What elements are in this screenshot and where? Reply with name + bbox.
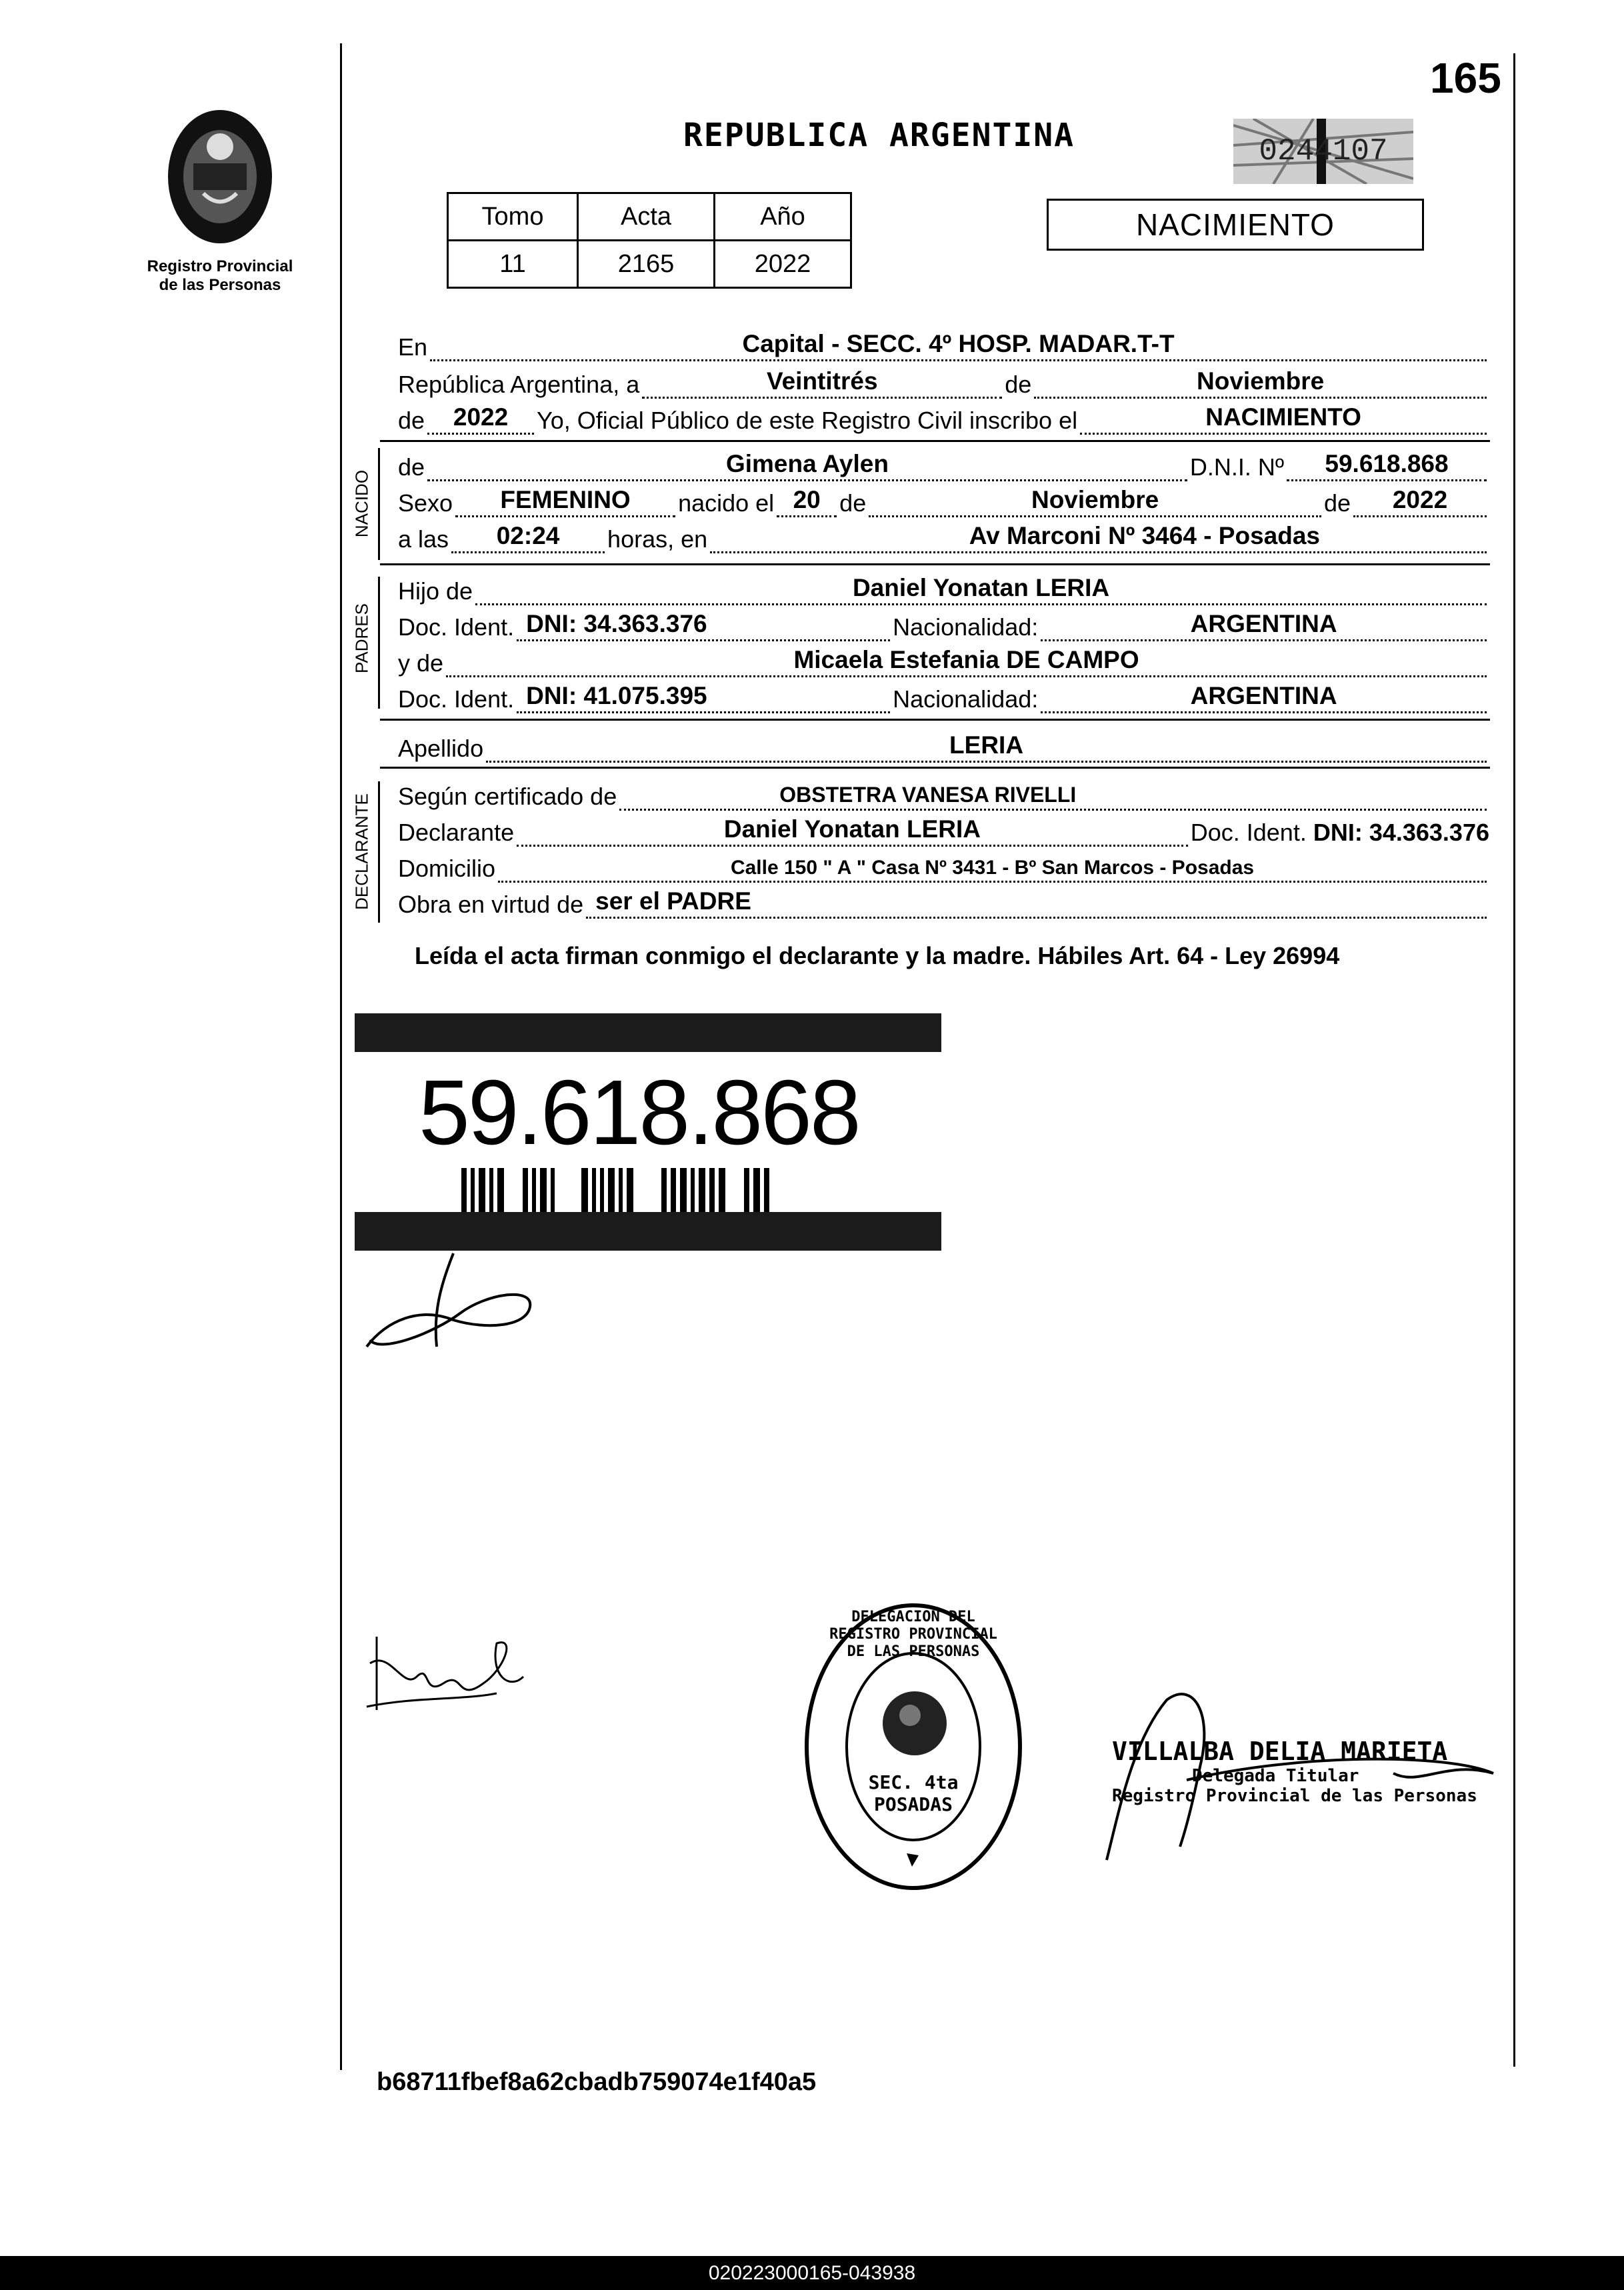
divider-4 — [380, 767, 1490, 769]
label-en: En — [398, 333, 428, 361]
header-tomo: Tomo — [448, 193, 578, 241]
row-padre — [398, 575, 1489, 605]
reference-table — [447, 192, 852, 289]
official-name: VILLALBA DELIA MARIETA — [1112, 1737, 1448, 1766]
registry-logo — [133, 100, 307, 300]
right-margin-line — [1513, 53, 1515, 2067]
value-tomo: 11 — [448, 241, 578, 288]
value-lugar-nac: Av Marconi Nº 3464 - Posadas — [969, 522, 1320, 549]
label-de-mes: de — [839, 489, 867, 517]
mother-signature — [363, 1623, 530, 1723]
value-hora: 02:24 — [496, 522, 560, 549]
label-apellido: Apellido — [398, 735, 484, 762]
page-number: 165 — [1430, 54, 1501, 102]
label-nacionalidad-madre: Nacionalidad: — [893, 685, 1039, 713]
label-de: de — [1005, 371, 1032, 398]
label-y-de: y de — [398, 649, 444, 677]
security-serial — [1233, 119, 1413, 184]
value-mes-nac: Noviembre — [1031, 486, 1159, 513]
label-domicilio: Domicilio — [398, 855, 496, 882]
value-anio: 2022 — [715, 241, 851, 288]
country-title: REPUBLICA ARGENTINA — [683, 117, 1075, 154]
value-madre-doc: DNI: 41.075.395 — [526, 682, 707, 709]
label-dni: D.N.I. Nº — [1189, 453, 1284, 481]
value-dia-nac: 20 — [793, 486, 821, 513]
label-de-anio: de — [1323, 489, 1351, 517]
value-dni: 59.618.868 — [1325, 450, 1449, 477]
label-doc-ident-madre: Doc. Ident. — [398, 685, 515, 713]
official-title: Delegada Titular — [1192, 1766, 1359, 1786]
dni-sticker — [355, 1013, 941, 1251]
declarant-signature — [360, 1247, 547, 1360]
label-yo-oficial: Yo, Oficial Público de este Registro Civil inscribo el — [537, 407, 1078, 434]
value-sexo: FEMENINO — [500, 486, 631, 513]
official-stamp — [800, 1597, 1027, 1897]
value-apellido: LERIA — [949, 731, 1024, 759]
sticker-stripe-bottom — [355, 1212, 941, 1251]
stamp-ring-text: DELEGACION DEL REGISTRO PROVINCIAL DE LAS PERSONAS — [829, 1609, 997, 1660]
header-anio: Año — [715, 193, 851, 241]
value-declarante: Daniel Yonatan LERIA — [723, 815, 981, 843]
value-anio-nac: 2022 — [1392, 486, 1448, 513]
legal-note: Leída el acta firman conmigo el declarante y la madre. Hábiles Art. 64 - Ley 26994 — [415, 942, 1340, 969]
label-de-nombre: de — [398, 453, 425, 481]
label-declarante: Declarante — [398, 819, 515, 846]
sticker-stripe-top — [355, 1013, 941, 1052]
divider-1 — [380, 440, 1490, 442]
value-madre: Micaela Estefania DE CAMPO — [793, 646, 1139, 673]
value-nombre: Gimena Aylen — [725, 450, 889, 477]
row-acto — [398, 404, 1489, 435]
divider-2 — [380, 563, 1490, 565]
label-nacido-el: nacido el — [678, 489, 775, 517]
value-acta: 2165 — [578, 241, 715, 288]
row-fecha — [398, 368, 1489, 399]
footer-code: 020223000165-043938 — [0, 2256, 1624, 2290]
value-acto: NACIMIENTO — [1205, 403, 1361, 431]
row-certificado — [398, 780, 1489, 811]
row-domicilio — [398, 852, 1489, 883]
label-doc-ident-padre: Doc. Ident. — [398, 613, 515, 641]
value-padre-nac: ARGENTINA — [1190, 610, 1337, 637]
row-hora — [398, 523, 1489, 553]
value-en-virtud: ser el PADRE — [595, 887, 751, 915]
value-padre: Daniel Yonatan LERIA — [852, 574, 1110, 601]
row-en-virtud — [398, 888, 1489, 919]
document-hash: b68711fbef8a62cbadb759074e1f40a5 — [377, 2068, 817, 2096]
value-madre-nac: ARGENTINA — [1190, 682, 1337, 709]
value-mes: Noviembre — [1197, 367, 1325, 395]
row-sexo — [398, 487, 1489, 517]
label-de-year: de — [398, 407, 425, 434]
provincial-seal-icon — [140, 100, 300, 253]
row-apellido — [398, 732, 1489, 763]
label-segun-certificado: Según certificado de — [398, 783, 617, 810]
logo-caption-line2: de las Personas — [159, 276, 281, 294]
label-sexo: Sexo — [398, 489, 453, 517]
row-lugar — [398, 331, 1489, 361]
row-declarante — [398, 816, 1489, 847]
divider-3 — [380, 719, 1490, 721]
label-obra-en-virtud: Obra en virtud de — [398, 891, 584, 918]
stamp-inner-text: SEC. 4ta POSADAS — [868, 1771, 959, 1815]
record-type-box: NACIMIENTO — [1047, 199, 1424, 251]
value-domicilio: Calle 150 " A " Casa Nº 3431 - Bº San Marcos - Posadas — [730, 857, 1255, 879]
declarante-bar — [378, 781, 380, 923]
value-certificado: OBSTETRA VANESA RIVELLI — [779, 783, 1077, 807]
label-a-las: a las — [398, 525, 449, 553]
side-label-declarante: DECLARANTE — [351, 793, 372, 910]
side-label-padres: PADRES — [351, 603, 372, 673]
side-label-nacido: NACIDO — [351, 469, 372, 538]
value-lugar: Capital - SECC. 4º HOSP. MADAR.T-T — [742, 330, 1175, 357]
serial-number: 0244107 — [1259, 134, 1388, 169]
row-madre-doc — [398, 683, 1489, 713]
value-dia: Veintitrés — [766, 367, 878, 395]
header-acta: Acta — [578, 193, 715, 241]
value-declarante-doc: DNI: 34.363.376 — [1313, 819, 1489, 846]
official-block — [1112, 1737, 1477, 1806]
value-padre-doc: DNI: 34.363.376 — [526, 610, 707, 637]
left-margin-line — [340, 43, 342, 2070]
sticker-dni-number: 59.618.868 — [419, 1061, 859, 1164]
value-anio-acto: 2022 — [453, 403, 509, 431]
label-doc-ident-declarante: Doc. Ident. — [1190, 819, 1307, 846]
label-nacionalidad-padre: Nacionalidad: — [893, 613, 1039, 641]
nacido-bar — [378, 448, 380, 560]
padres-bar — [378, 577, 380, 709]
row-madre — [398, 647, 1489, 677]
logo-caption-line1: Registro Provincial — [147, 257, 293, 275]
label-hijo-de: Hijo de — [398, 577, 473, 605]
official-org: Registro Provincial de las Personas — [1112, 1786, 1477, 1806]
label-republica: República Argentina, a — [398, 371, 640, 398]
row-nombre — [398, 451, 1489, 481]
row-padre-doc — [398, 611, 1489, 641]
label-horas-en: horas, en — [607, 525, 708, 553]
